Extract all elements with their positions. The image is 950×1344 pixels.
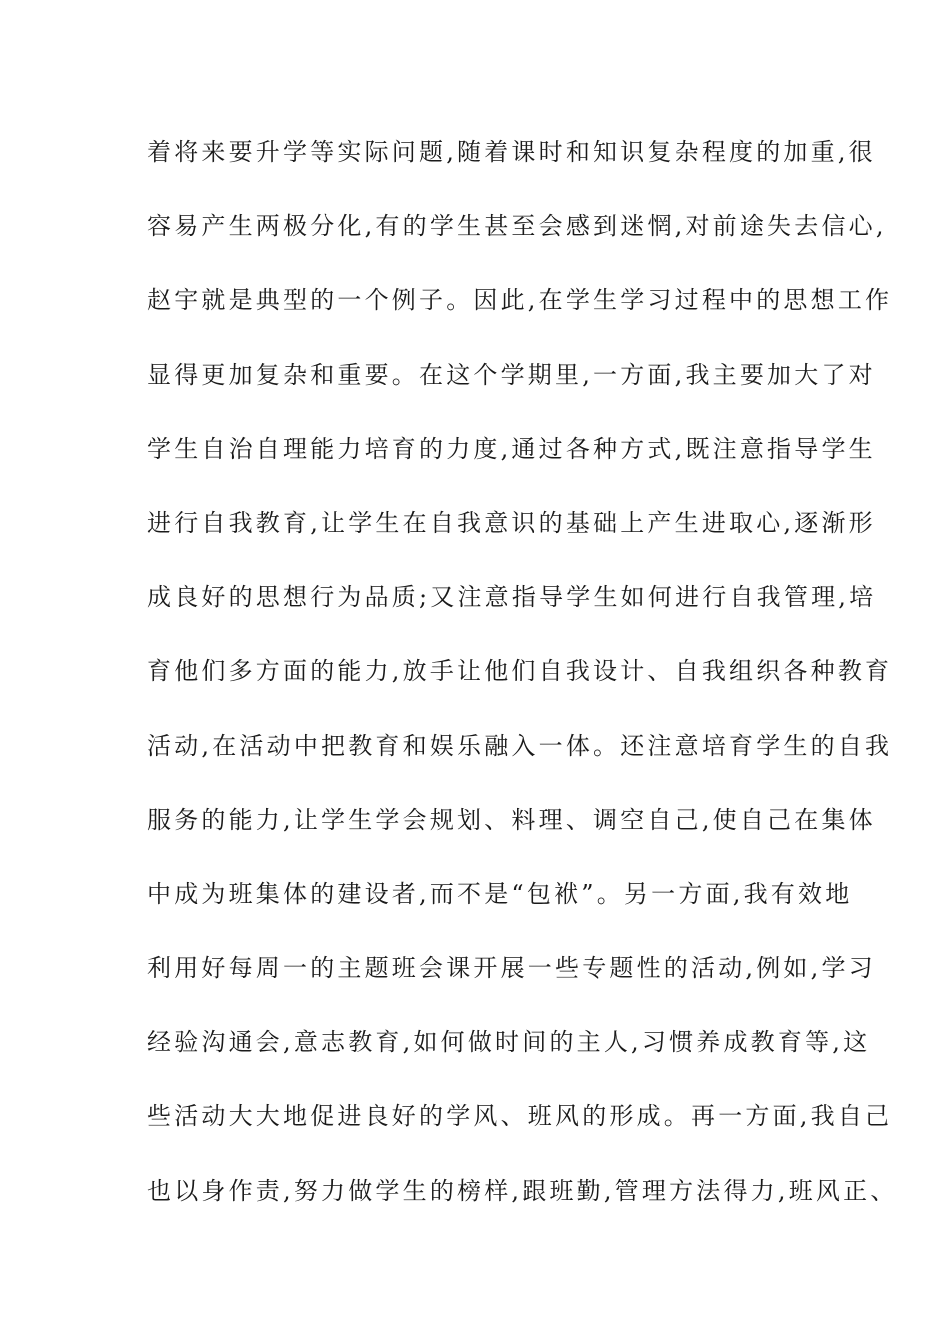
text-line-8: 育他们多方面的能力,放手让他们自我设计、自我组织各种教育 — [147, 657, 893, 686]
text-line-15: 也以身作责,努力做学生的榜样,跟班勤,管理方法得力,班风正、 — [147, 1176, 898, 1205]
text-line-4: 显得更加复杂和重要。在这个学期里,一方面,我主要加大了对 — [147, 360, 876, 389]
text-line-5: 学生自治自理能力培育的力度,通过各种方式,既注意指导学生 — [147, 434, 876, 463]
text-line-14: 些活动大大地促进良好的学风、班风的形成。再一方面,我自己 — [147, 1102, 893, 1131]
text-line-10: 服务的能力,让学生学会规划、料理、调空自己,使自己在集体 — [147, 805, 876, 834]
text-line-7: 成良好的思想行为品质;又注意指导学生如何进行自我管理,培 — [147, 583, 877, 612]
text-line-2: 容易产生两极分化,有的学生甚至会感到迷惘,对前途失去信心, — [147, 212, 887, 241]
body-text — [147, 128, 898, 1241]
text-line-6: 进行自我教育,让学生在自我意识的基础上产生进取心,逐渐形 — [147, 508, 876, 537]
text-line-1: 着将来要升学等实际问题,随着课时和知识复杂程度的加重,很 — [147, 138, 876, 166]
text-line-9: 活动,在活动中把教育和娱乐融入一体。还注意培育学生的自我 — [147, 731, 893, 760]
text-line-13: 经验沟通会,意志教育,如何做时间的主人,习惯养成教育等,这 — [147, 1028, 871, 1057]
text-line-12: 利用好每周一的主题班会课开展一些专题性的活动,例如,学习 — [147, 954, 876, 983]
text-line-3: 赵宇就是典型的一个例子。因此,在学生学习过程中的思想工作 — [147, 286, 893, 315]
text-line-11: 中成为班集体的建设者,而不是“包袱”。另一方面,我有效地 — [147, 879, 853, 908]
